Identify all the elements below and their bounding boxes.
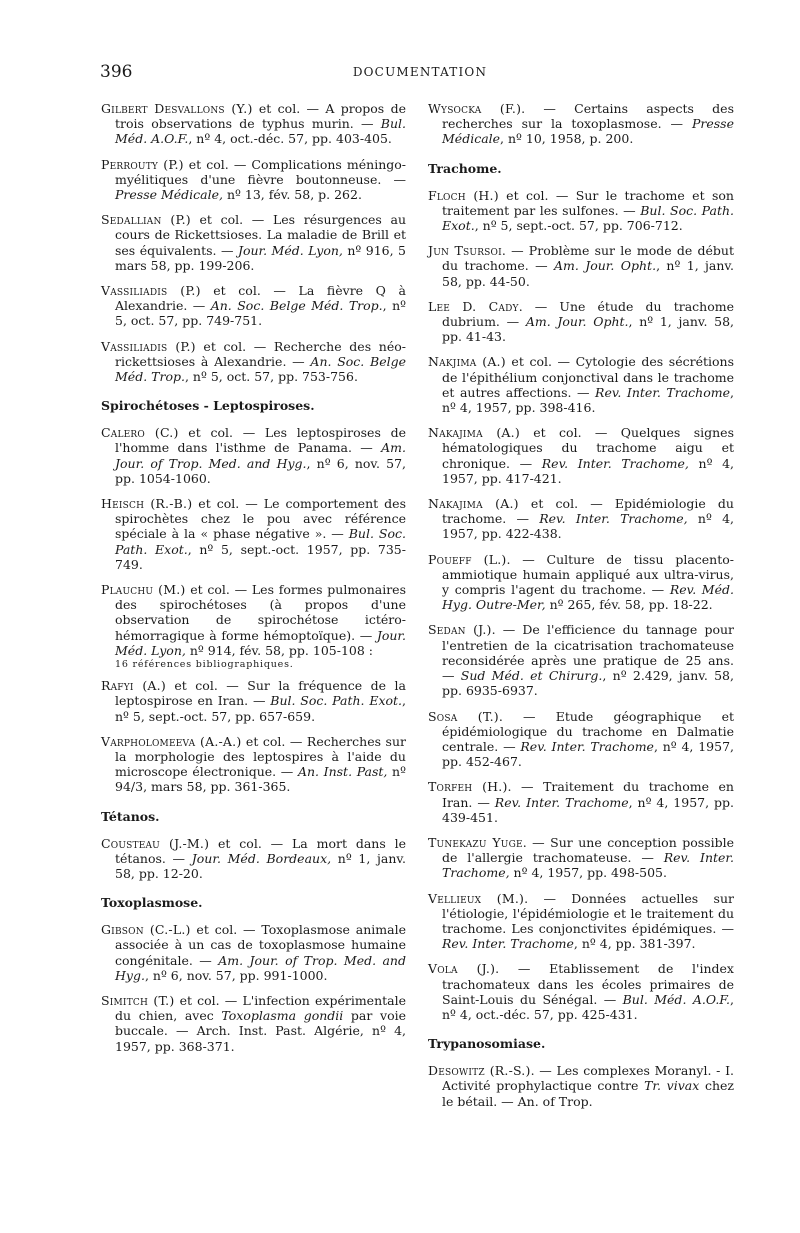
reference-title: et col. — Recherche des néo-rickettsioses à Alexandrie. — — [115, 338, 406, 369]
reference-entry — [101, 339, 406, 385]
reference-source: Presse Médicale, — [115, 187, 224, 203]
reference-source: Tr. vivax — [644, 1078, 700, 1094]
reference-details: chez le bétail. — An. of Trop. — [442, 1078, 734, 1109]
reference-source: Jour. Méd. Lyon, — [115, 627, 406, 658]
reference-title: . — Certains aspects des recherches sur la toxoplasmose. — — [442, 101, 734, 132]
reference-title: et col. — Les résurgences au cours de Rickettsioses. La maladie de Brill et ses équivalents. — — [115, 212, 407, 258]
section-heading: Spirochétoses - Leptospiroses. — [101, 398, 315, 414]
reference-authors: Desowitz (R.-S.) — [428, 1063, 531, 1079]
reference-authors: Rafyi (A.) — [101, 678, 166, 694]
reference-details: , nº 1, janv. 58, pp. 41-43. — [442, 314, 734, 345]
reference-authors: Sedallian (P.) — [101, 212, 191, 228]
reference-title: . — Etude géographique et épidémiologique du trachome en Dalmatie centrale. — — [442, 708, 734, 754]
reference-title: et col. — Les formes pulmonaires des spirochétoses (à propos d'une observation de spirochétose ictéro-hémorragique à forme hémoptoïque). — — [115, 582, 406, 643]
reference-title: et col. — Sur le trachome et son traitement par les sulfones. — — [442, 187, 734, 218]
reference-entry — [428, 891, 734, 952]
reference-authors: Jun Tsursoi — [428, 243, 502, 259]
reference-details: nº 4, 1957, pp. 417-421. — [442, 455, 734, 486]
reference-source: Bul. Méd. A.O.F. — [622, 991, 731, 1007]
reference-title: . — Données actuelles sur l'étiologie, l'épidémiologie et le traitement du trachome. Les conjonctivites épidémiques. — — [442, 890, 734, 936]
reference-title: . — Problème sur le mode de début du trachome. — — [442, 243, 734, 274]
reference-source: Rev. Inter. Trachome — [442, 936, 574, 952]
reference-title: et col. — Complications méningo-myélitiques d'une fièvre boutonneuse. — — [115, 156, 406, 187]
reference-details: , nº 4, 1957, pp. 452-467. — [442, 738, 734, 770]
reference-source: Rev. Inter. Trachome, — [541, 455, 689, 471]
reference-details: , nº 5, sept.-oct. 57, pp. 657-659. — [115, 693, 406, 724]
reference-details: nº 916, 5 mars 58, pp. 199-206. — [115, 242, 406, 273]
reference-source: Toxoplasma gondii — [221, 1008, 344, 1024]
running-title: DOCUMENTATION — [352, 65, 488, 79]
reference-title: et col. — Toxoplasmose animale associée à un cas de toxoplasmose humaine congénitale. — — [115, 922, 406, 968]
reference-authors: Vola (J.) — [428, 961, 496, 977]
reference-details: nº 265, fév. 58, pp. 18-22. — [545, 597, 713, 613]
reference-title: . — Traitement du trachome en Iran. — — [442, 779, 734, 810]
reference-entry — [101, 678, 406, 724]
section-heading: Tétanos. — [101, 808, 160, 824]
reference-entry — [101, 212, 406, 273]
reference-authors: Perrouty (P.) — [101, 156, 184, 172]
reference-details: , nº 5, sept.-oct. 57, pp. 706-712. — [474, 218, 683, 234]
reference-source: Bul. Méd. A.O.F. — [115, 116, 406, 147]
right-column — [428, 101, 734, 1119]
reference-note: 16 références bibliographiques. — [115, 659, 294, 671]
reference-title: et col. — Sur la fréquence de la leptospirose en Iran. — — [115, 678, 406, 709]
reference-title: . — De l'efficience du tannage pour l'entretien de la cicatrisation trachomateuse reconsidérée après une pratique de 25 ans. — — [442, 622, 734, 684]
reference-entry — [428, 779, 734, 825]
reference-entry — [428, 101, 734, 147]
reference-entry — [428, 709, 734, 770]
reference-title: et col. — Les leptospiroses de l'homme dans l'isthme de Panama. — — [115, 425, 407, 456]
reference-authors: Floch (H.) — [428, 187, 499, 203]
page-number: 396 — [100, 62, 133, 82]
reference-authors: Tunekazu Yuge — [428, 834, 523, 850]
reference-authors: Nakajima (A.) — [428, 425, 520, 441]
reference-authors: Vellieux (M.) — [428, 890, 525, 906]
reference-authors: Gilbert Desvallons (Y.) — [101, 101, 253, 116]
reference-details: , nº 1, janv. 58, pp. 44-50. — [442, 258, 734, 289]
reference-authors: Vassiliadis (P.) — [101, 338, 196, 354]
reference-entry — [428, 1063, 734, 1109]
reference-entry — [428, 188, 734, 234]
reference-title: et col. — A propos de trois observations de typhus murin. — — [115, 101, 406, 132]
reference-entry — [428, 496, 734, 542]
section-heading: Trachome. — [428, 160, 502, 176]
reference-details: , nº 2.429, janv. 58, pp. 6935-6937. — [442, 668, 734, 699]
reference-source: Am. Jour. of Trop. Med. and Hyg. — [115, 440, 406, 471]
reference-entry — [428, 425, 734, 486]
reference-authors: Simitch (T.) — [101, 992, 175, 1008]
reference-title: . — Etablissement de l'index trachomateux dans les écoles primaires de Saint-Louis du Sénégal. — — [442, 961, 734, 1007]
reference-entry — [101, 425, 406, 486]
reference-entry — [428, 552, 734, 613]
reference-title: et col. — La fièvre Q à Alexandrie. — — [115, 283, 406, 314]
reference-title: et col. — L'infection expérimentale du chien, avec — [115, 992, 407, 1024]
reference-source: Rev. Inter. Trachome, — [539, 511, 688, 527]
reference-title: . — Une étude du trachome dubrium. — — [442, 298, 735, 330]
reference-details: par voie buccale. — Arch. Inst. Past. Algérie, nº 4, 1957, pp. 368-371. — [115, 1008, 406, 1054]
reference-source: Am. Jour. Opht. — [553, 258, 657, 274]
reference-entry — [101, 496, 406, 572]
left-column — [101, 101, 406, 1064]
reference-details: , nº 4, oct.-déc. 57, pp. 403-405. — [188, 131, 392, 147]
reference-authors: Lee D. Cady — [428, 298, 519, 314]
reference-details: , nº 4, 1957, pp. 439-451. — [442, 794, 735, 825]
reference-details: , nº 4, 1957, pp. 398-416. — [442, 384, 734, 416]
reference-details: nº 4, 1957, pp. 422-438. — [442, 511, 734, 542]
reference-details: nº 914, fév. 58, pp. 105-108 : — [185, 642, 374, 658]
reference-source: Jour. Méd. Lyon, — [237, 242, 343, 258]
reference-title: . — Culture de tissu placento-ammiotique humain appliqué aux ultra-virus, y compris l'agent du trachome. — — [442, 551, 734, 598]
reference-source: An. Soc. Belge Méd. Trop. — [115, 353, 407, 385]
page-header — [100, 62, 740, 86]
reference-title: et col. — La mort dans le tétanos. — — [115, 835, 406, 866]
reference-entry — [428, 961, 734, 1022]
reference-details: , nº 10, 1958, p. 200. — [500, 131, 634, 147]
reference-entry — [101, 734, 406, 795]
reference-authors: Cousteau (J.-M.) — [101, 835, 210, 851]
reference-authors: Nakajima (A.) — [428, 496, 519, 512]
reference-source: Rev. Inter. Trachome — [520, 738, 654, 754]
reference-title: . — Sur une conception possible de l'allergie trachomateuse. — — [442, 834, 734, 866]
reference-source: Jour. Méd. Bordeaux, — [191, 850, 332, 866]
reference-title: et col. — Recherches sur la morphologie des leptospires à l'aide du microscope électronique. — — [115, 733, 406, 780]
reference-entry — [428, 622, 734, 698]
reference-details: , nº 5, oct. 57, pp. 753-756. — [184, 369, 358, 385]
reference-source: Am. Jour. of Trop. Med. and Hyg. — [115, 952, 406, 983]
reference-authors: Poueff (L.) — [428, 551, 507, 567]
section-heading: Toxoplasmose. — [101, 895, 203, 911]
reference-source: Presse Médicale — [442, 116, 734, 147]
reference-details: , nº 6, nov. 57, pp. 991-1000. — [144, 967, 328, 983]
reference-source: Bul. Soc. Path. Exot. — [442, 202, 734, 234]
reference-authors: Wysocka (F.) — [428, 101, 522, 116]
reference-details: nº 94/3, mars 58, pp. 361-365. — [115, 764, 406, 795]
reference-entry — [428, 243, 734, 289]
reference-source: An. Soc. Belge Méd. Trop. — [210, 298, 383, 314]
reference-entry — [101, 101, 406, 147]
reference-details: , nº 5, sept.-oct. 1957, pp. 735-749. — [115, 541, 406, 572]
reference-entry — [428, 835, 734, 881]
reference-authors: Calero (C.) — [101, 425, 179, 441]
reference-entry — [101, 283, 406, 329]
reference-entry — [101, 836, 406, 882]
reference-details: nº 13, fév. 58, p. 262. — [223, 187, 362, 203]
reference-title: et col. — Epidémiologie du trachome. — — [442, 496, 734, 527]
reference-authors: Gibson (C.-L.) — [101, 922, 191, 938]
reference-source: Am. Jour. Opht. — [525, 314, 629, 330]
reference-authors: Heisch (R.-B.) — [101, 496, 193, 512]
reference-authors: Vassiliadis (P.) — [101, 283, 201, 299]
reference-source: Bul. Soc. Path. Exot. — [115, 526, 406, 557]
reference-details: , nº 6, nov. 57, pp. 1054-1060. — [115, 455, 406, 486]
reference-source: Rev. Méd. Hyg. Outre-Mer, — [442, 582, 734, 613]
reference-details: , nº 4, oct.-déc. 57, pp. 425-431. — [442, 991, 734, 1022]
reference-details: nº 1, janv. 58, pp. 12-20. — [115, 850, 406, 881]
reference-source: Bul. Soc. Path. Exot. — [270, 693, 403, 709]
reference-authors: Torfeh (H.) — [428, 779, 508, 795]
reference-entry — [101, 582, 406, 658]
reference-source: Rev. Inter. Trachome — [595, 384, 731, 400]
reference-entry — [428, 299, 734, 345]
reference-entry — [428, 354, 734, 415]
reference-entry — [101, 922, 406, 983]
reference-source: Rev. Inter. Trachome — [494, 794, 629, 810]
reference-details: nº 4, 1957, pp. 498-505. — [509, 865, 667, 881]
reference-source: Sud Méd. et Chirurg. — [460, 668, 603, 684]
reference-title: et col. — Le comportement des spirochètes chez le pou avec référence spéciale à la « phase négative ». — — [115, 496, 406, 542]
reference-source: Rev. Inter. Trachome, — [442, 850, 734, 881]
reference-title: . — Les complexes Moranyl. - I. Activité prophylactique contre — [442, 1063, 734, 1094]
reference-authors: Sedan (J.) — [428, 622, 492, 638]
reference-entry — [101, 157, 406, 203]
reference-authors: Nakjima (A.) — [428, 354, 506, 370]
reference-title: et col. — Cytologie des sécrétions de l'épithélium conjonctival dans le trachome et autres affections. — — [442, 354, 734, 400]
reference-authors: Varpholomeeva (A.-A.) — [101, 733, 242, 749]
section-heading: Trypanosomiase. — [428, 1036, 546, 1052]
reference-entry — [101, 993, 406, 1054]
reference-details: , nº 5, oct. 57, pp. 749-751. — [115, 298, 406, 329]
reference-source: An. Inst. Past, — [297, 764, 388, 780]
reference-title: et col. — Quelques signes hématologiques du trachome aigu et chronique. — — [442, 425, 734, 471]
reference-authors: Sosa (T.) — [428, 708, 499, 724]
reference-authors: Plauchu (M.) — [101, 582, 186, 598]
reference-details: , nº 4, pp. 381-397. — [573, 936, 696, 952]
